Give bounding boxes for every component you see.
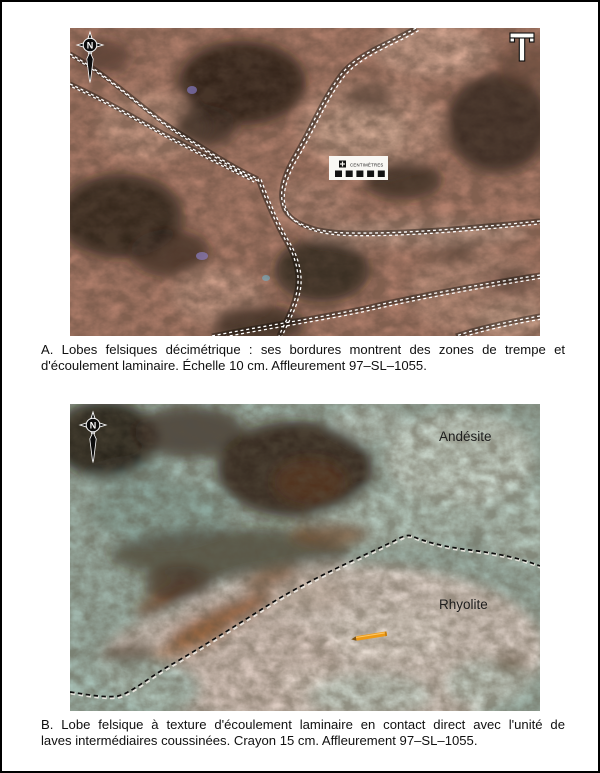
label-rhyolite: Rhyolite bbox=[439, 597, 488, 612]
photo-a-canvas bbox=[70, 28, 540, 336]
caption-a-line2: d'écoulement laminaire. Échelle 10 cm. Affleurement 97–SL–1055. bbox=[41, 358, 427, 374]
north-label: N bbox=[89, 420, 97, 431]
caption-a-line1: A. Lobes felsiques décimétrique : ses bordures montrent des zones de trempe et bbox=[41, 342, 565, 357]
scale-bar bbox=[329, 156, 388, 180]
caption-b bbox=[41, 717, 565, 750]
photo-a-felsic-lobes bbox=[70, 28, 540, 336]
photo-b-canvas bbox=[70, 404, 540, 711]
north-label: N bbox=[86, 40, 94, 51]
label-andesite: Andésite bbox=[439, 429, 492, 444]
rock-texture-layer bbox=[70, 404, 540, 711]
photo-b-contact bbox=[70, 404, 540, 711]
caption-a bbox=[41, 342, 565, 375]
caption-b-line1: B. Lobe felsique à texture d'écoulement laminaire en contact direct avec l'unité de bbox=[41, 717, 565, 732]
caption-b-line2: laves intermédiaires coussinées. Crayon 15 cm. Affleurement 97–SL–1055. bbox=[41, 733, 478, 749]
scale-bar-label: CENTIMÈTRES bbox=[350, 162, 384, 168]
